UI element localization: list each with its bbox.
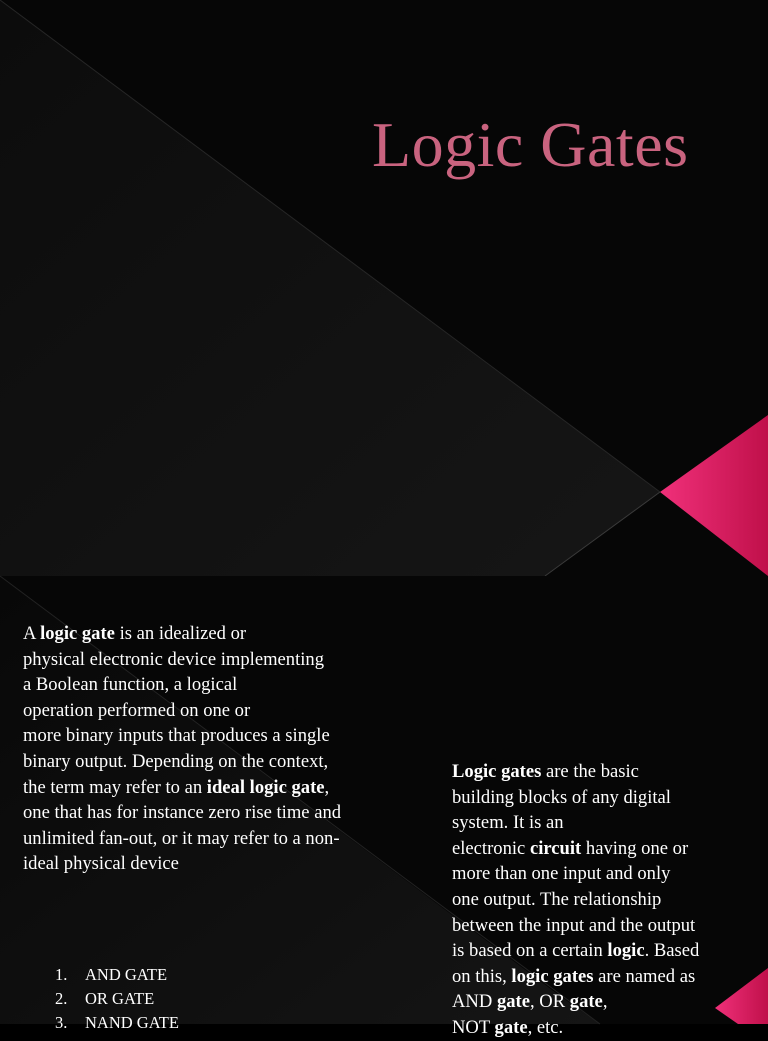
content-slide — [0, 576, 768, 1038]
slide-title: Logic Gates — [372, 109, 689, 180]
logic-gate-definition: A logic gate is an idealized or physical electronic device implementing a Boolean function, a logical operation performed on one or more binary inputs that produces a single binary output. Depending on the context, the term may refer to an ideal logic gate, one that has for instance zero rise time and unlimited fan-out, or it may refer to a non- ideal physical device — [23, 623, 342, 875]
logic-gates-description: Logic gates are the basic building blocks of any digital system. It is an electronic circuit having one or more than one input and only one output. The relationship between the input and the output is based on a certain logic. Based on this, logic gates are named as AND gate, OR gate, NOT gate, etc. — [452, 761, 700, 1038]
list-item: 2. OR GATE — [55, 989, 155, 1008]
list-item: 1. AND GATE — [55, 965, 168, 984]
list-item: 3. NAND GATE — [55, 1013, 179, 1032]
gate-list — [55, 963, 179, 1035]
